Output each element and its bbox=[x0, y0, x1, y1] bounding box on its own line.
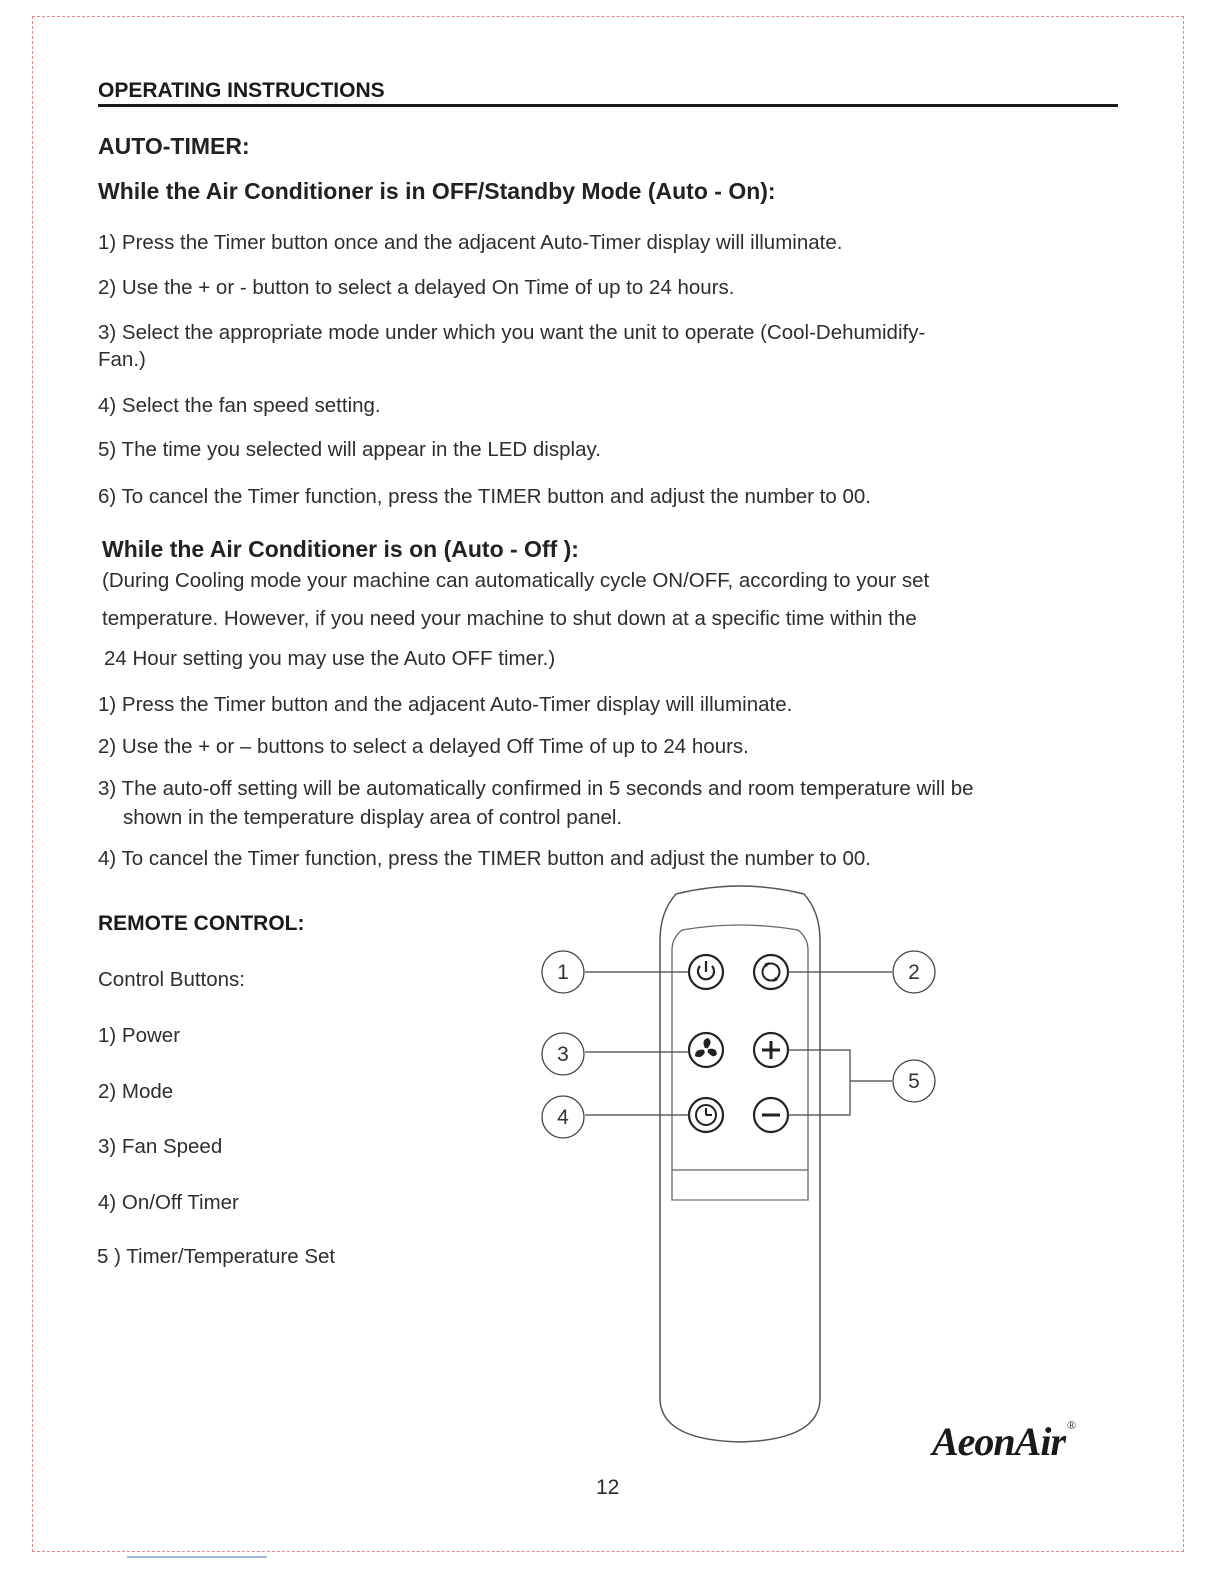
standby-step-2: 2) Use the + or - button to select a delayed On Time of up to 24 hours. bbox=[98, 276, 735, 299]
on-step-3-cont: shown in the temperature display area of control panel. bbox=[123, 806, 623, 829]
remote-heading: REMOTE CONTROL: bbox=[98, 912, 305, 935]
standby-step-5: 5) The time you selected will appear in the LED display. bbox=[98, 438, 601, 461]
on-step-3: 3) The auto-off setting will be automatically confirmed in 5 seconds and room temperature will be bbox=[98, 777, 974, 800]
control-item-mode: 2) Mode bbox=[98, 1080, 174, 1103]
control-item-timer: 4) On/Off Timer bbox=[98, 1191, 239, 1214]
footer-bar bbox=[127, 1556, 267, 1558]
on-heading: While the Air Conditioner is on (Auto - Off ): bbox=[102, 536, 579, 562]
standby-step-1: 1) Press the Timer button once and the adjacent Auto-Timer display will illuminate. bbox=[98, 231, 843, 254]
remote-body bbox=[660, 886, 820, 1442]
timer-icon bbox=[689, 1098, 723, 1132]
plus-icon bbox=[754, 1033, 788, 1067]
on-intro-2: temperature. However, if you need your machine to shut down at a specific time within the bbox=[102, 607, 917, 630]
on-intro-3: 24 Hour setting you may use the Auto OFF timer.) bbox=[104, 647, 556, 670]
auto-timer-heading: AUTO-TIMER: bbox=[98, 133, 250, 159]
callout-2: 2 bbox=[908, 961, 920, 984]
on-intro-1: (During Cooling mode your machine can automatically cycle ON/OFF, according to your set bbox=[102, 569, 930, 592]
callout-3: 3 bbox=[557, 1043, 569, 1066]
standby-step-3: 3) Select the appropriate mode under which you want the unit to operate (Cool-Dehumidify- bbox=[98, 321, 926, 344]
callout-1: 1 bbox=[557, 961, 569, 984]
control-buttons-label: Control Buttons: bbox=[98, 968, 245, 991]
control-item-power: 1) Power bbox=[98, 1024, 181, 1047]
page-number: 12 bbox=[596, 1476, 620, 1499]
control-item-temp-set: 5 ) Timer/Temperature Set bbox=[97, 1245, 336, 1268]
callout-4: 4 bbox=[557, 1106, 569, 1129]
on-step-2: 2) Use the + or – buttons to select a delayed Off Time of up to 24 hours. bbox=[98, 735, 749, 758]
fan-icon bbox=[689, 1033, 723, 1067]
standby-step-6: 6) To cancel the Timer function, press the TIMER button and adjust the number to 00. bbox=[98, 485, 871, 508]
power-icon bbox=[689, 955, 723, 989]
standby-step-3-cont: Fan.) bbox=[98, 348, 146, 371]
brand-logo bbox=[932, 1418, 1075, 1465]
section-title: OPERATING INSTRUCTIONS bbox=[98, 79, 385, 102]
standby-heading: While the Air Conditioner is in OFF/Standby Mode (Auto - On): bbox=[98, 178, 776, 204]
mode-icon bbox=[754, 955, 788, 989]
callout-5: 5 bbox=[908, 1070, 920, 1093]
registered-mark: ® bbox=[1067, 1418, 1076, 1432]
brand-name: AeonAir bbox=[932, 1419, 1066, 1464]
minus-icon bbox=[754, 1098, 788, 1132]
on-step-1: 1) Press the Timer button and the adjacent Auto-Timer display will illuminate. bbox=[98, 693, 793, 716]
control-item-fan-speed: 3) Fan Speed bbox=[98, 1135, 223, 1158]
standby-step-4: 4) Select the fan speed setting. bbox=[98, 394, 381, 417]
on-step-4: 4) To cancel the Timer function, press the TIMER button and adjust the number to 00. bbox=[98, 847, 871, 870]
leader-lines bbox=[585, 972, 892, 1115]
